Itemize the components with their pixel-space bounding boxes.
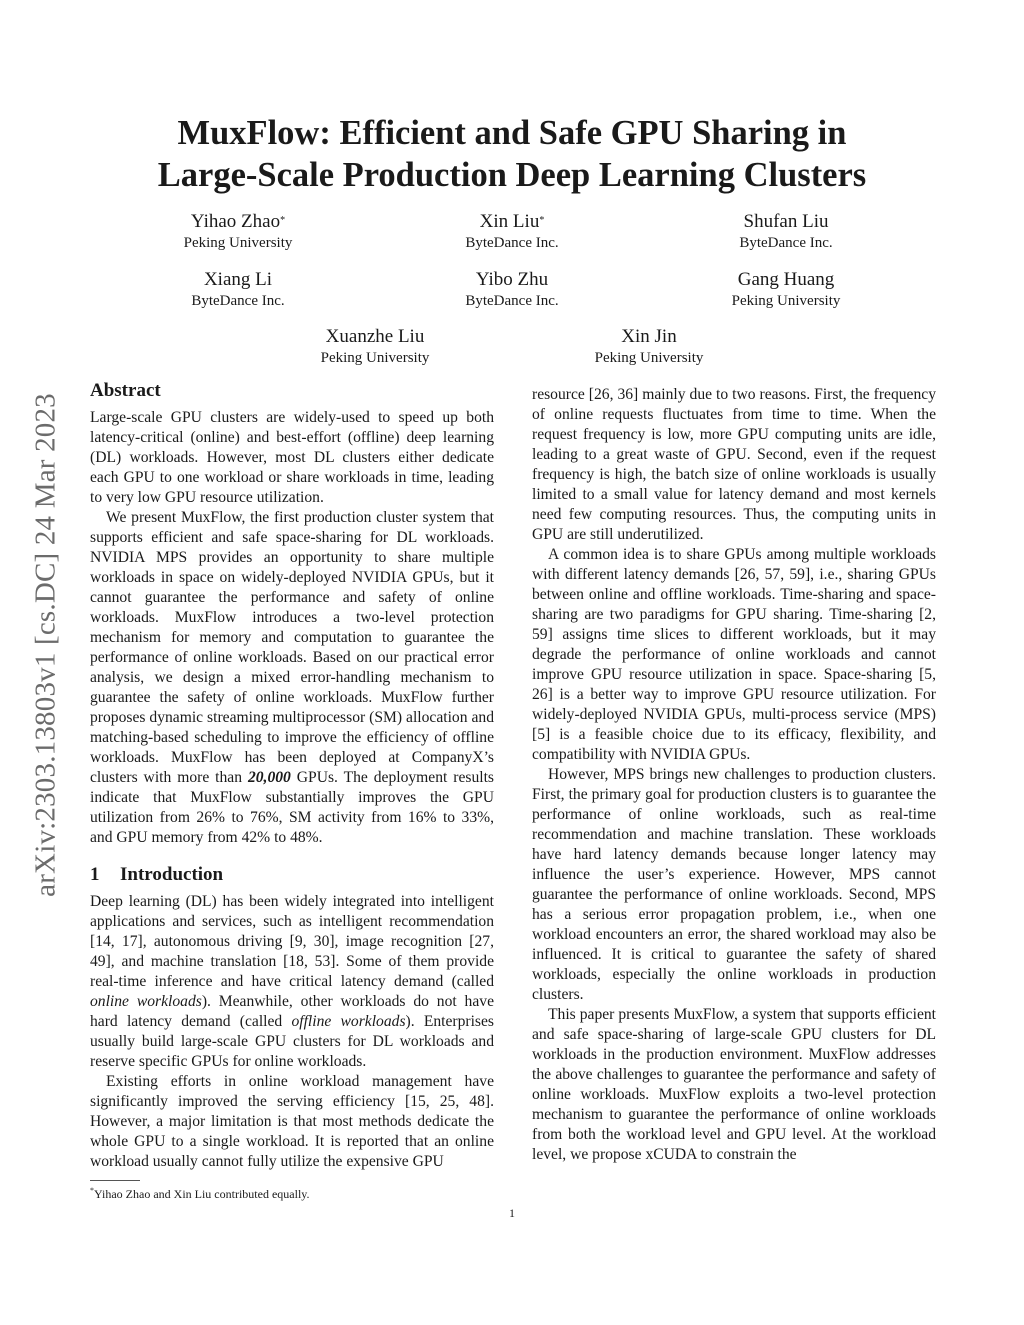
author-block [739,211,832,253]
term-online-workloads: online workloads [90,993,202,1010]
footnote-rule [90,1180,140,1181]
page-number: 1 [509,1206,515,1220]
body-paragraph: However, MPS brings new challenges to production clusters. First, the primary goal for production clusters is to guarantee the performance of online workloads, such as real-time recommendation and machine translation. These workloads have hard latency demands because longer latency may influence the user’s experience. However, MPS cannot guarantee the performance of online workloads. Second, MPS has a serious error propagation problem, i.e., when one workload encounters an error, the shared workload may also be influenced. It is critical to guarantee the safety of shared workloads, especially the online workloads in production clusters. [532,766,936,1003]
section-title: Introduction [120,864,224,885]
footnote-text: Yihao Zhao and Xin Liu contributed equally. [94,1187,310,1201]
equal-contribution-mark: * [539,215,545,226]
author-name: Xuanzhe Liu [325,326,425,347]
author-block [465,211,558,253]
author-name: Xiang Li [203,269,273,290]
title-line-1: MuxFlow: Efficient and Safe GPU Sharing in [177,114,847,152]
title-line-2: Large-Scale Production Deep Learning Clusters [157,156,867,194]
abstract-paragraph: Large-scale GPU clusters are widely-used to speed up both latency-critical (online) and best-effort (offline) deep learning (DL) workloads. However, most DL clusters either dedicate each GPU to one workload or share workloads in time, leading to very low GPU resource utilization. [90,409,494,506]
footnote [90,1186,310,1202]
intro-text: ). Meanwhile, other workloads do not have hard latency demand (called [90,993,494,1030]
gpu-count-emphasis: 20,000 [247,769,291,786]
author-block [321,326,430,368]
author-name: Xin Liu [479,211,540,232]
intro-text: ). Enterprises usually build large-scale GPU clusters for DL workloads and reserve specific GPUs for online workloads. [90,1013,494,1070]
intro-text: Deep learning (DL) has been widely integrated into intelligent applications and services, such as intelligent recommendation [14, 17], autonomous driving [9, 30], image recognition [27, 49], and machine translation [18, 53]. Some of them provide real-time inference and have critical latency demand (called [90,893,494,990]
intro-paragraph: Existing efforts in online workload management have significantly improved the serving efficiency [15, 25, 48]. However, a major limitation is that most methods dedicate the whole GPU to a single workload. It is reported that an online workload usually cannot fully utilize the expensive GPU [90,1073,494,1170]
author-block [184,211,293,253]
author-affiliation: Peking University [320,350,430,366]
author-name: Gang Huang [737,269,835,290]
intro-paragraph [90,892,494,1072]
author-name: Yihao Zhao [190,211,281,232]
abstract-paragraph [90,508,494,848]
author-name: Xin Jin [621,326,677,347]
left-column [90,380,494,1172]
author-name: Shufan Liu [743,211,829,232]
author-name: Yibo Zhu [475,269,549,290]
author-block [732,269,841,311]
author-block [465,269,558,311]
paper-title [100,112,924,196]
body-paragraph: This paper presents MuxFlow, a system that supports efficient and safe space-sharing of large-scale GPU clusters for DL workloads in the production environment. MuxFlow addresses the above challenges to guarantee the performance and safety of online workloads. MuxFlow exploits a two-level protection mechanism to guarantee the performance of online workloads from both the workload level and GPU level. At the workload level, we propose xCUDA to constrain the [532,1006,936,1163]
introduction-heading [90,864,494,886]
author-affiliation: ByteDance Inc. [465,293,559,309]
author-affiliation: ByteDance Inc. [739,235,833,251]
author-affiliation: Peking University [731,293,841,309]
author-block [595,326,704,368]
body-paragraph: resource [26, 36] mainly due to two reasons. First, the frequency of online requests fluctuates from time to time. When the request frequency is low, more GPU computing units are idle, leading to a great waste of GPU. Second, even if the request frequency is high, the batch size of online workloads is usually limited to a small value for latency demand and most kernels need few computing resources. Thus, the computing units in GPU are still underutilized. [532,386,936,543]
author-affiliation: Peking University [594,350,704,366]
body-paragraph: A common idea is to share GPUs among multiple workloads with different latency demands [26, 57, 59], i.e., sharing GPUs between online and offline workloads. Time-sharing and space-sharing are two paradigms for GPU sharing. Time-sharing [2, 59] assigns time slices to different workloads, but it may degrade the performance of online workloads and cannot improve GPU resource utilization in space. Space-sharing [5, 26] is a better way to improve GPU resource utilization. For widely-deployed NVIDIA GPUs, multi-process service (MPS) [5] is a feasible choice due to its efficacy, flexibility, and compatibility with NVIDIA GPUs. [532,546,936,763]
footnote-mark: * [90,1186,94,1195]
arxiv-identifier [26,350,66,940]
author-block [191,269,284,311]
abstract-text: GPUs. The deployment results indicate that MuxFlow substantially improves the GPU utilization from 26% to 76%, SM activity from 16% to 33%, and GPU memory from 42% to 48%. [90,769,494,846]
section-number: 1 [90,864,100,885]
author-affiliation: ByteDance Inc. [191,293,285,309]
arxiv-identifier-text: arXiv:2303.13803v1 [cs.DC] 24 Mar 2023 [29,393,62,897]
term-offline-workloads: offline workloads [291,1013,406,1030]
author-affiliation: Peking University [183,235,293,251]
right-column [532,385,936,1165]
author-affiliation: ByteDance Inc. [465,235,559,251]
equal-contribution-mark: * [280,215,286,226]
abstract-heading: Abstract [90,380,161,401]
abstract-text: We present MuxFlow, the first production cluster system that supports efficient and safe space-sharing for DL workloads. NVIDIA MPS provides an opportunity to share multiple workloads in space on widely-deployed NVIDIA GPUs, but it cannot guarantee the performance and safety of online workloads. MuxFlow introduces a two-level protection mechanism for memory and computation to guarantee the performance of online workloads. Based on our practical error analysis, we design a mixed error-handling mechanism to guarantee the safety of online workloads. MuxFlow further proposes dynamic streaming multiprocessor (SM) allocation and matching-based scheduling to improve the efficiency of offline workloads. MuxFlow has been deployed at CompanyX’s clusters with more than [90,509,494,786]
